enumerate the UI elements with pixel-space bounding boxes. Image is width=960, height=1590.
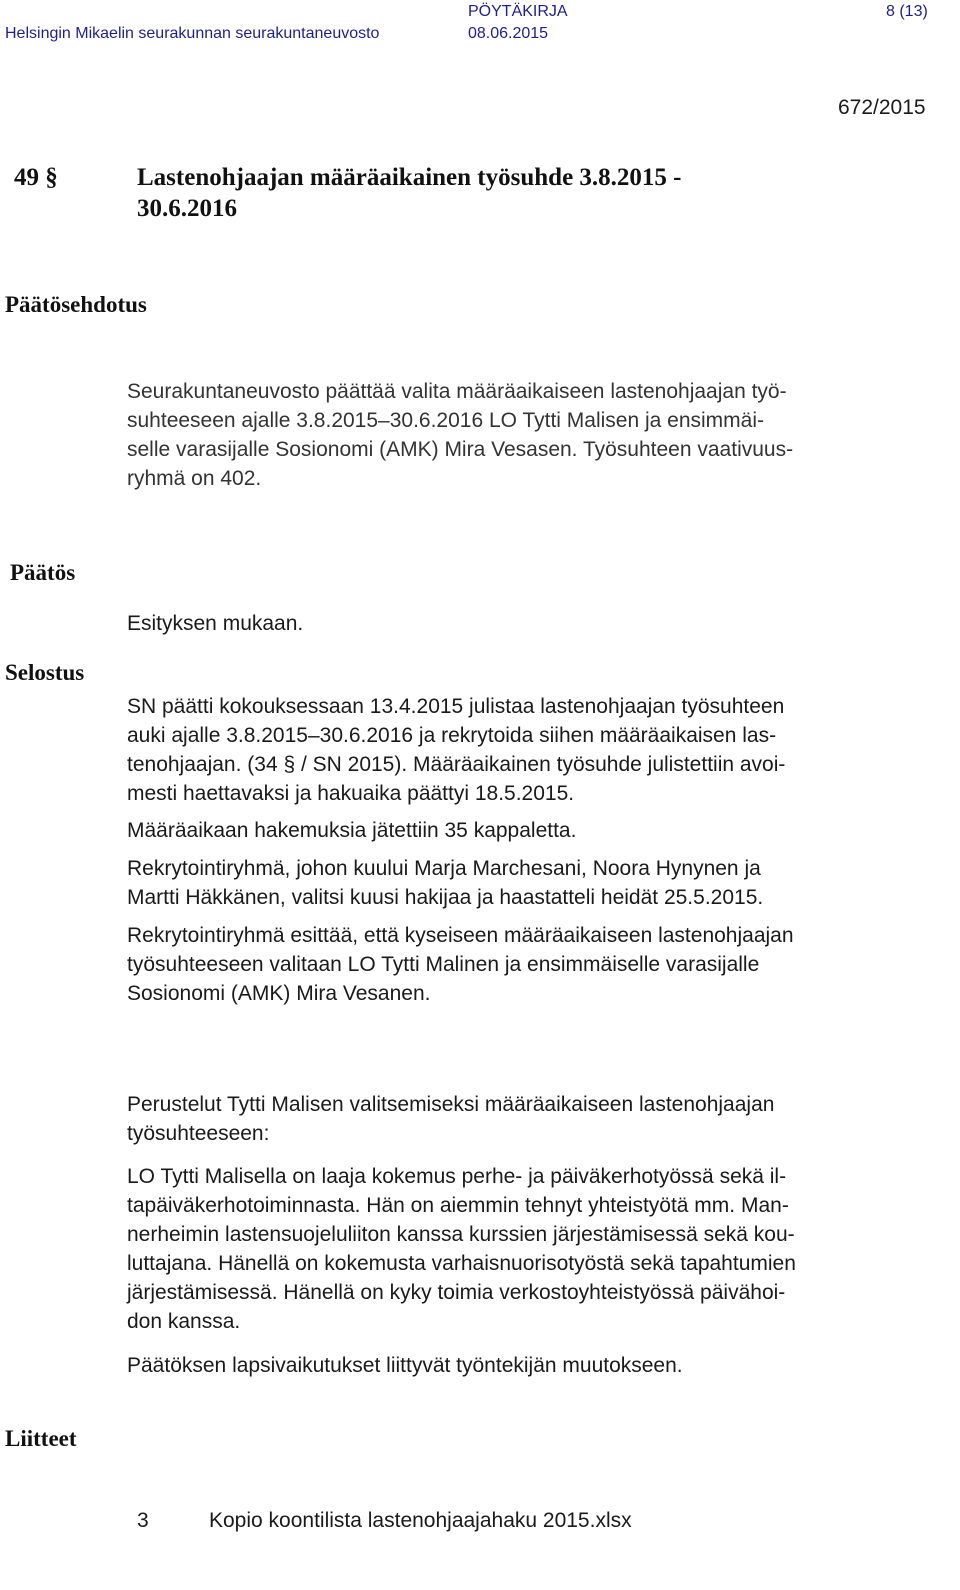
attachment-number: 3: [137, 1509, 149, 1532]
rationale-line: järjestämisessä. Hänellä on kyky toimia verkostoyhteistyössä päivähoi-: [127, 1281, 786, 1304]
report-line: Määräaikaan hakemuksia jätettiin 35 kappaletta.: [127, 819, 577, 842]
section-title-line2: 30.6.2016: [137, 195, 237, 222]
rationale-line: työsuhteeseen:: [127, 1122, 270, 1145]
report-line: Martti Häkkänen, valitsi kuusi hakijaa ja haastatteli heidät 25.5.2015.: [127, 886, 764, 909]
rationale-line: don kanssa.: [127, 1310, 241, 1333]
proposal-line: ryhmä on 402.: [127, 467, 262, 490]
report-paragraph-4: [127, 921, 947, 1008]
rationale-line: LO Tytti Malisella on laaja kokemus perhe- ja päiväkerhotyössä sekä il-: [127, 1165, 787, 1188]
section-number: 49 §: [14, 164, 58, 191]
proposal-text: [127, 377, 947, 493]
report-line: Sosionomi (AMK) Mira Vesanen.: [127, 982, 431, 1005]
report-line: SN päätti kokouksessaan 13.4.2015 julistaa lastenohjaajan työsuhteen: [127, 695, 785, 718]
rationale-paragraph-1: [127, 1090, 947, 1148]
page-number: 8 (13): [886, 3, 928, 20]
label-attachments: Liitteet: [5, 1426, 77, 1451]
report-text: [127, 692, 947, 1008]
rationale-text: [127, 1090, 947, 1380]
attachment-link[interactable]: Kopio koontilista lastenohjaajahaku 2015.xlsx: [209, 1509, 632, 1532]
decision-text: Esityksen mukaan.: [127, 612, 304, 635]
proposal-line: Seurakuntaneuvosto päättää valita määräaikaiseen lastenohjaajan työ-: [127, 380, 787, 403]
report-line: työsuhteeseen valitaan LO Tytti Malinen ja ensimmäiselle varasijalle: [127, 953, 760, 976]
rationale-line: Päätöksen lapsivaikutukset liittyvät työntekijän muutokseen.: [127, 1354, 683, 1377]
section-title-line1: Lastenohjaajan määräaikainen työsuhde 3.8.2015 -: [137, 164, 682, 191]
record-number: 672/2015: [838, 96, 926, 119]
organization-name: Helsingin Mikaelin seurakunnan seurakuntaneuvosto: [5, 25, 380, 42]
document-type: PÖYTÄKIRJA: [468, 3, 568, 20]
rationale-line: luttajana. Hänellä on kokemusta varhaisnuorisotyöstä sekä tapahtumien: [127, 1252, 796, 1275]
rationale-line: Perustelut Tytti Malisen valitsemiseksi määräaikaiseen lastenohjaajan: [127, 1093, 775, 1116]
report-line: tenohjaajan. (34 § / SN 2015). Määräaikainen työsuhde julistettiin avoi-: [127, 753, 786, 776]
report-line: mesti haettavaksi ja hakuaika päättyi 18.5.2015.: [127, 782, 575, 805]
label-decision: Päätös: [10, 560, 76, 585]
report-paragraph-1: [127, 692, 947, 808]
proposal-line: selle varasijalle Sosionomi (AMK) Mira Vesasen. Työsuhteen vaativuus-: [127, 438, 794, 461]
label-report: Selostus: [5, 660, 85, 685]
report-line: Rekrytointiryhmä, johon kuului Marja Marchesani, Noora Hynynen ja: [127, 857, 761, 880]
report-paragraph-2: [127, 816, 947, 845]
rationale-line: tapäiväkerhotoiminnasta. Hän on aiemmin tehnyt yhteistyötä mm. Man-: [127, 1194, 789, 1217]
report-line: auki ajalle 3.8.2015–30.6.2016 ja rekrytoida siihen määräaikaisen las-: [127, 724, 777, 747]
meeting-date: 08.06.2015: [468, 25, 549, 42]
report-paragraph-3: [127, 854, 947, 912]
rationale-paragraph-3: [127, 1351, 947, 1380]
rationale-line: nerheimin lastensuojeluliiton kanssa kurssien järjestämisessä sekä kou-: [127, 1223, 795, 1246]
label-proposal: Päätösehdotus: [5, 292, 147, 317]
proposal-line: suhteeseen ajalle 3.8.2015–30.6.2016 LO Tytti Malisen ja ensimmäi-: [127, 409, 765, 432]
report-line: Rekrytointiryhmä esittää, että kyseiseen määräaikaiseen lastenohjaajan: [127, 924, 794, 947]
rationale-paragraph-2: [127, 1162, 947, 1336]
